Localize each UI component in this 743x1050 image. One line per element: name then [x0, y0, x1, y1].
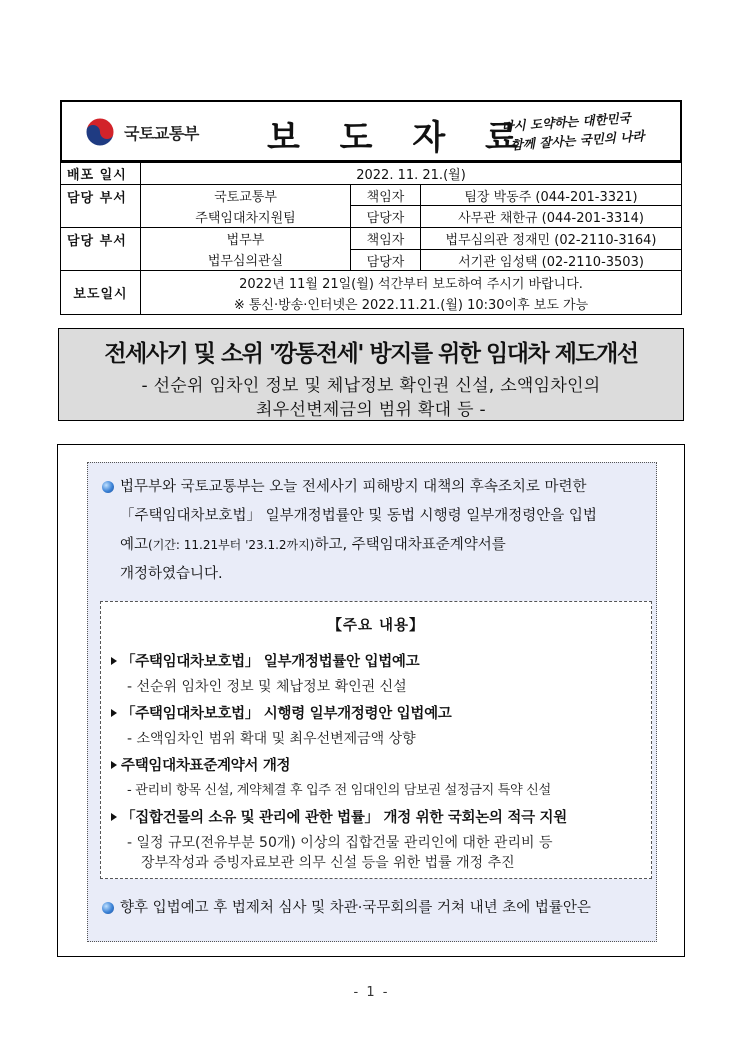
subtitle-line-1: - 선순위 임차인 정보 및 체납정보 확인권 신설, 소액임차인의	[141, 376, 601, 396]
summary-line-1: 법무부와 국토교통부는 오늘 전세사기 피해방지 대책의 후속조치로 마련한	[120, 479, 587, 495]
dept2-name: 법무부	[141, 228, 351, 250]
press-time-line-1: 2022년 11월 21일(월) 석간부터 보도하여 주시기 바랍니다.	[141, 271, 682, 293]
key-item-2	[111, 702, 452, 723]
key-item-1	[111, 650, 419, 671]
key-item-4-detail-line-2: 장부작성과 증빙자료보관 의무 신설 등을 위한 법률 개정 추진	[141, 855, 515, 871]
key-item-4	[111, 806, 567, 827]
dept2-head-contact: 법무심의관 정재민 (02-2110-3164)	[421, 228, 682, 250]
summary-line-3a: 예고	[120, 537, 149, 553]
press-time-label: 보도일시	[61, 271, 141, 314]
dept2-row-head	[61, 228, 682, 250]
headline-title: 전세사기 및 소위 '깡통전세' 방지를 위한 임대차 제도개선	[104, 341, 638, 367]
key-item-4-detail-line-1: - 일정 규모(전유부분 50개) 이상의 집합건물 관리인에 대한 관리비 등	[127, 835, 553, 851]
key-item-3-detail: - 관리비 항목 신설, 계약체결 후 입주 전 임대인의 담보권 설정금지 특약 신설	[127, 783, 551, 798]
summary-paragraph-2	[102, 894, 650, 923]
summary-line-2: 「주택임대차보호법」 일부개정법률안 및 동법 시행령 일부개정령안을 입법	[120, 508, 597, 524]
dept2-head-role: 책임자	[351, 228, 421, 250]
dept1-head-contact: 팀장 박동주 (044-201-3321)	[421, 184, 682, 206]
dept1-name: 국토교통부	[141, 184, 351, 206]
release-date-label: 배포 일시	[61, 163, 141, 185]
summary-box	[87, 462, 657, 942]
dept1-staff-contact: 사무관 채한규 (044-201-3314)	[421, 206, 682, 228]
key-item-4-detail	[127, 833, 552, 873]
key-item-2-text: 「주택임대차보호법」 시행령 일부개정령안 입법예고	[121, 706, 452, 722]
triangle-bullet-icon	[111, 813, 117, 821]
slogan-line-2: 함께 잘사는 국민의 나라	[510, 128, 645, 153]
summary-line-3c: 하고, 주택임대차표준계약서를	[314, 537, 506, 553]
summary-line-4: 개정하였습니다.	[120, 566, 223, 582]
dept1-staff-role: 담당자	[351, 206, 421, 228]
dept2-office: 법무심의관실	[141, 249, 351, 271]
key-item-3-text: 주택임대차표준계약서 개정	[121, 758, 291, 774]
press-time-line-2: ※ 통신·방송·인터넷은 2022.11.21.(월) 10:30이후 보도 가능	[141, 293, 682, 315]
ministry-logo	[84, 116, 199, 148]
key-points-box	[100, 601, 652, 879]
press-release-header	[60, 100, 682, 162]
key-item-1-detail: - 선순위 임차인 정보 및 체납정보 확인권 신설	[127, 679, 407, 695]
headline-banner	[58, 328, 684, 421]
key-item-1-text: 「주택임대차보호법」 일부개정법률안 입법예고	[121, 654, 420, 670]
summary-paragraph-1	[102, 473, 650, 589]
headline-subtitle	[59, 374, 683, 422]
blue-bullet-icon	[102, 481, 114, 493]
document-title: 보 도 자 료	[267, 118, 532, 158]
release-info-table	[60, 162, 682, 315]
release-date-value: 2022. 11. 21.(월)	[141, 163, 682, 185]
dept1-label: 담당 부서	[61, 184, 141, 206]
dept1-row-staff	[61, 206, 682, 228]
dept2-staff-role: 담당자	[351, 249, 421, 271]
summary-period: (기간: 11.21부터 '23.1.2까지)	[148, 538, 315, 552]
dept1-head-role: 책임자	[351, 184, 421, 206]
press-time-row-1	[61, 271, 682, 293]
key-item-3	[111, 754, 290, 775]
triangle-bullet-icon	[111, 761, 117, 769]
triangle-bullet-icon	[111, 657, 117, 665]
dept1-row-head	[61, 184, 682, 206]
slogan-line-1: 다시 도약하는 대한민국	[500, 110, 632, 135]
key-item-4-text: 「집합건물의 소유 및 관리에 관한 법률」 개정 위한 국회논의 적극 지원	[121, 810, 567, 826]
dept2-label: 담당 부서	[61, 228, 141, 250]
key-item-2-detail: - 소액임차인 범위 확대 및 최우선변제금액 상향	[127, 731, 416, 747]
triangle-bullet-icon	[111, 709, 117, 717]
taegeuk-emblem-icon	[84, 116, 116, 148]
key-points-title: 【주요 내용】	[327, 618, 425, 634]
dept1-team: 주택임대차지원팀	[141, 206, 351, 228]
press-time-row-2	[61, 293, 682, 315]
summary-paragraph-2-text: 향후 입법예고 후 법제처 심사 및 차관·국무회의를 거쳐 내년 초에 법률안은	[120, 900, 591, 916]
summary-line-3	[102, 531, 650, 560]
page-number: - 1 -	[353, 985, 390, 1000]
ministry-name: 국토교통부	[124, 123, 199, 143]
blue-bullet-icon	[102, 902, 114, 914]
subtitle-line-2: 최우선변제금의 범위 확대 등 -	[256, 400, 486, 420]
dept2-staff-contact: 서기관 임성택 (02-2110-3503)	[421, 249, 682, 271]
release-date-row	[61, 163, 682, 185]
dept2-row-staff	[61, 249, 682, 271]
summary-frame	[57, 444, 685, 957]
